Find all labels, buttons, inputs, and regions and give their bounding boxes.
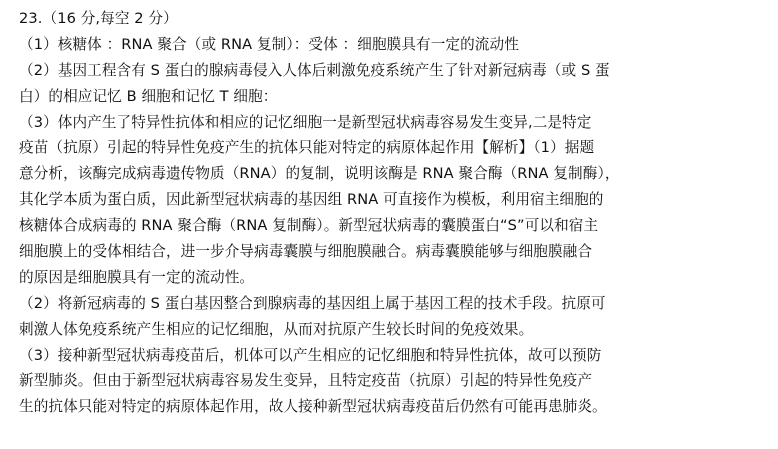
analysis-part-3-line-1: （3）接种新型冠状病毒疫苗后，机体可以产生相应的记忆细胞和特异性抗体，故可以预防 <box>19 346 602 364</box>
analysis-line-3: 核糖体合成病毒的 RNA 聚合酶（RNA 复制酶）。新型冠状病毒的囊膜蛋白“S”可以和宿主 <box>19 217 599 235</box>
analysis-line-4: 细胞膜上的受体相结合，进一步介导病毒囊膜与细胞膜融合。病毒囊膜能够与细胞膜融合 <box>19 243 593 261</box>
answer-part-2-line-1: （2）基因工程含有 S 蛋白的腺病毒侵入人体后刺激免疫系统产生了针对新冠病毒（或 S 蛋 <box>19 61 610 79</box>
analysis-line-1: 意分析，该酶完成病毒遗传物质（RNA）的复制，说明该酶是 RNA 聚合酶（RNA 复制酶）， <box>19 165 620 183</box>
answer-document <box>19 6 769 420</box>
analysis-part-3-line-2: 新型肺炎。但由于新型冠状病毒容易发生变异，且特定疫苗（抗原）引起的特异性免疫产 <box>19 372 593 390</box>
question-header: 23.（16 分,每空 2 分） <box>19 10 178 27</box>
analysis-part-2-line-1: （2）将新冠病毒的 S 蛋白基因整合到腺病毒的基因组上属于基因工程的技术手段。抗原可 <box>19 294 606 312</box>
analysis-line-2: 其化学本质为蛋白质，因此新型冠状病毒的基因组 RNA 可直接作为模板，利用宿主细胞的 <box>19 191 604 209</box>
answer-part-2-line-2: 白）的相应记忆 B 细胞和记忆 T 细胞： <box>19 87 278 105</box>
answer-part-1: （1）核糖体 ：RNA 聚合（或 RNA 复制）：受体 ：细胞膜具有一定的流动性 <box>19 35 519 53</box>
answer-part-3-line-1: （3）体内产生了特异性抗体和相应的记忆细胞一是新型冠状病毒容易发生变异,二是特定 <box>19 113 592 131</box>
answer-part-3-line-2: 疫苗（抗原）引起的特异性免疫产生的抗体只能对特定的病原体起作用【解析】（1）据题 <box>19 139 595 157</box>
analysis-part-3-line-3: 生的抗体只能对特定的病原体起作用，故人接种新型冠状病毒疫苗后仍然有可能再患肺炎。 <box>19 398 607 416</box>
analysis-part-2-line-2: 刺激人体免疫系统产生相应的记忆细胞，从而对抗原产生较长时间的免疫效果。 <box>19 320 534 338</box>
analysis-line-5: 的原因是细胞膜具有一定的流动性。 <box>19 268 255 286</box>
